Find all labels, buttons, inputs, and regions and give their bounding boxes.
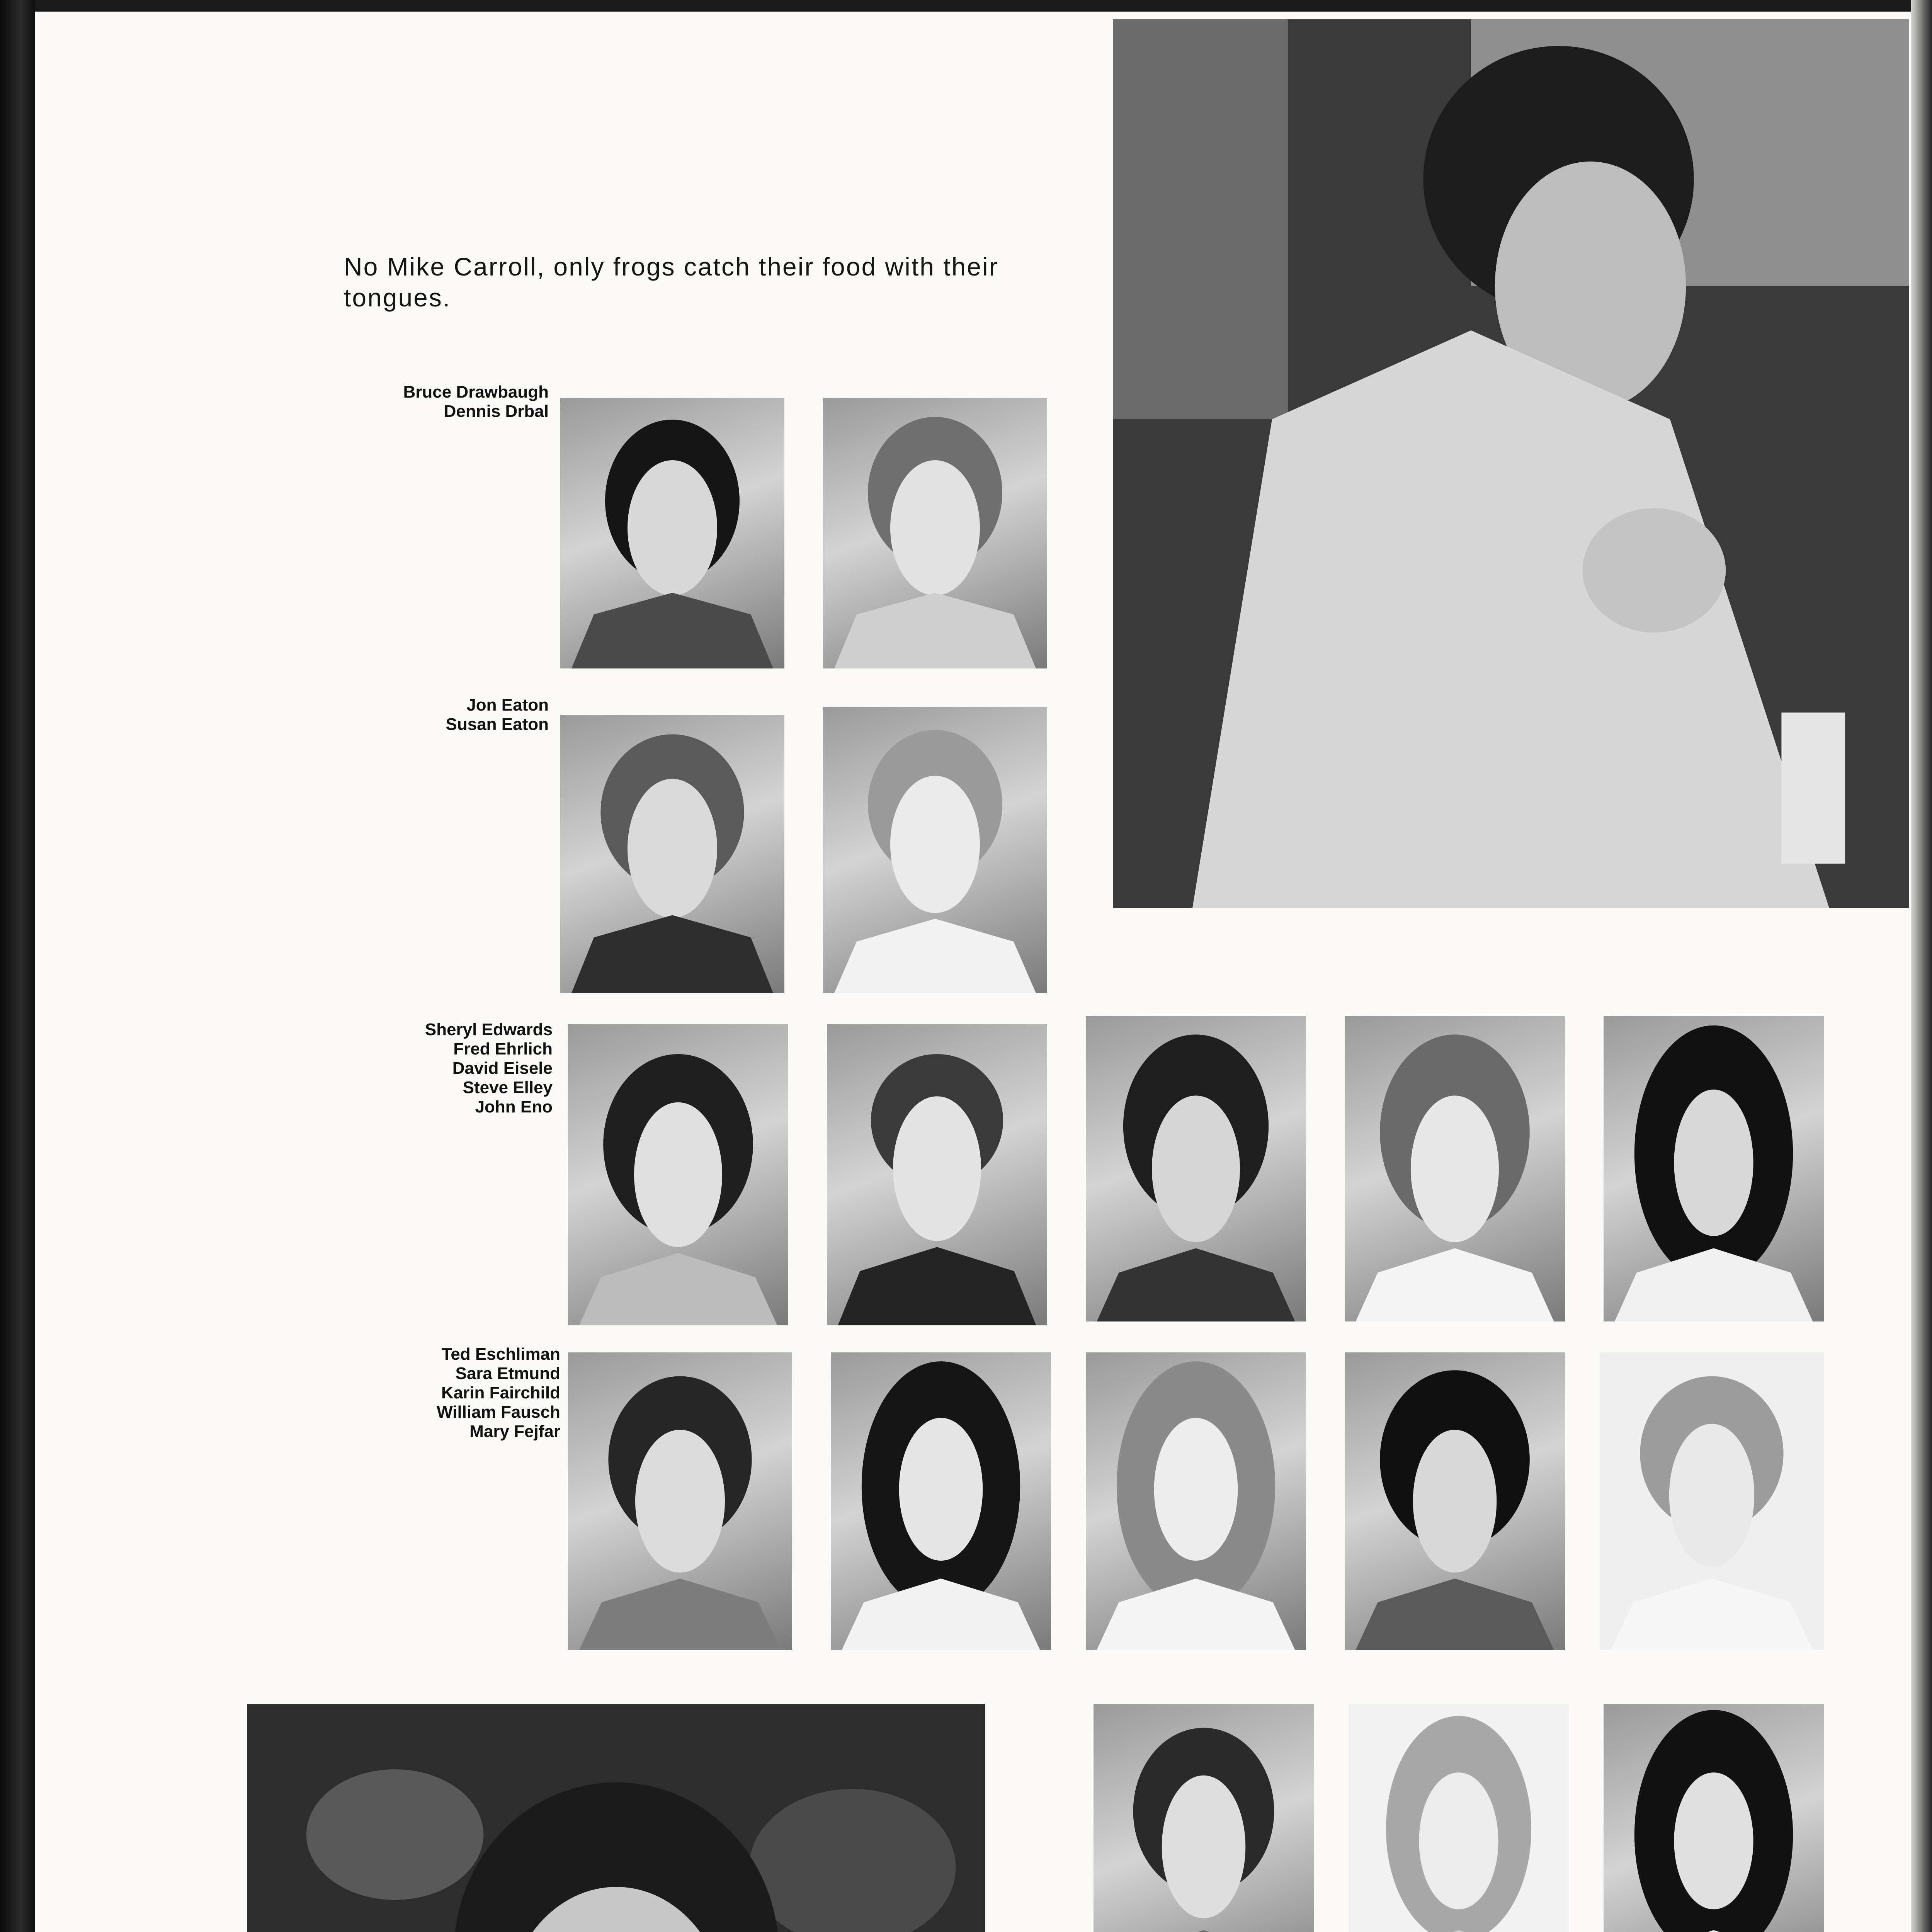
portrait-photo [568,1024,788,1325]
caption-top: No Mike Carroll, only frogs catch their food with their tongues. [344,252,999,312]
name-label: Dennis Drbal [444,402,549,421]
portrait-photo [823,707,1047,993]
portrait-photo [1345,1352,1565,1650]
portrait-photo [1094,1704,1314,1932]
name-label: Bruce Drawbaugh [403,383,549,401]
portrait-photo [1604,1016,1824,1321]
name-label: David Eisele [452,1059,553,1078]
name-label: William Fausch [437,1403,560,1422]
portrait-photo [1086,1016,1306,1321]
name-label: Fred Ehrlich [453,1039,553,1058]
portrait-photo [823,398,1047,668]
yearbook-page [35,12,1911,1932]
portrait-photo [827,1024,1047,1325]
portrait-photo [568,1352,792,1650]
name-label: Sara Etmund [455,1364,560,1383]
portrait-photo [560,715,784,993]
names-row-3 [344,1020,553,1117]
name-label: John Eno [475,1097,553,1116]
name-label: Steve Elley [463,1078,553,1097]
candid-photo-ann-gradwohl [247,1704,985,1932]
portrait-photo [1086,1352,1306,1650]
name-label: Sheryl Edwards [425,1020,553,1039]
names-row-2 [344,696,549,734]
name-label: Mary Fejfar [469,1422,560,1441]
candid-photo-eating [1113,19,1909,908]
page-edge [1911,0,1932,1932]
name-label: Susan Eaton [446,715,549,734]
portrait-photo [1600,1352,1824,1650]
portrait-photo [1349,1704,1569,1932]
portrait-photo [1604,1704,1824,1932]
name-label: Ted Eschliman [441,1345,560,1364]
portrait-photo [560,398,784,668]
name-label: Karin Fairchild [441,1383,560,1402]
names-row-4 [344,1345,560,1441]
portrait-photo [1345,1016,1565,1321]
names-row-1 [344,383,549,421]
portrait-photo [831,1352,1051,1650]
name-label: Jon Eaton [466,696,549,714]
book-spine [0,0,35,1932]
